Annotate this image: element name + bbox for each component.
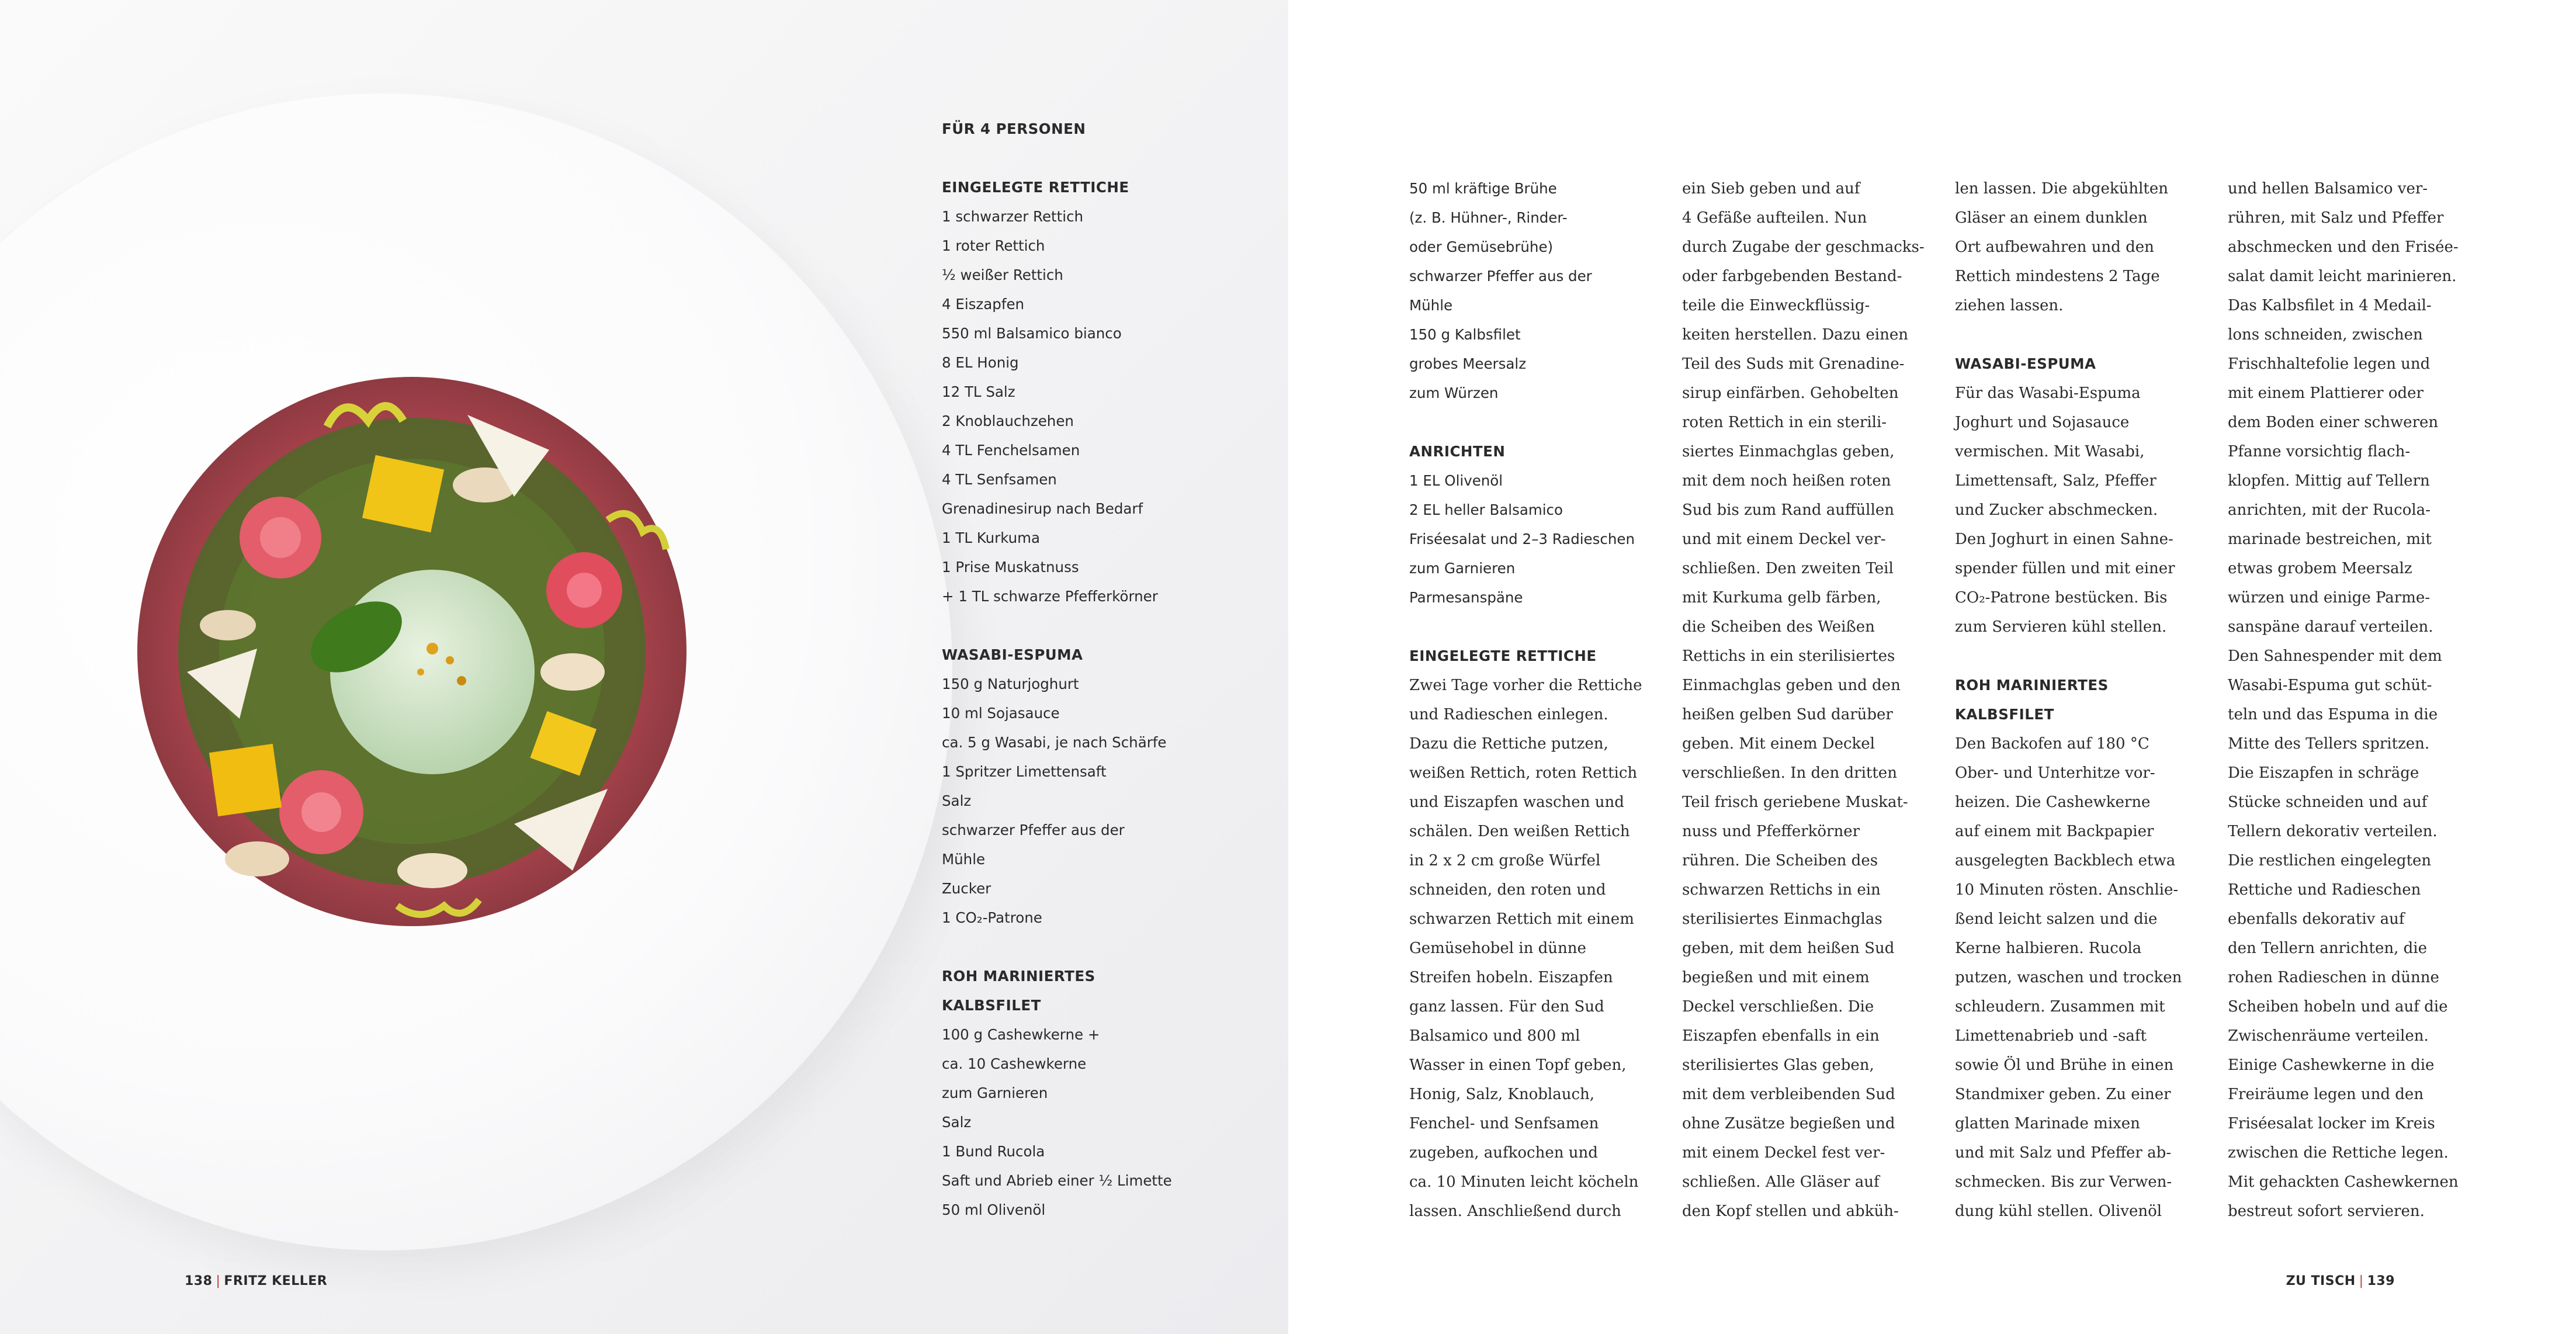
body-text-line: Pfanne vorsichtig flach- — [2228, 443, 2411, 460]
text-column-3 — [1955, 174, 2230, 1226]
body-text-line: etwas grobem Meersalz — [2228, 560, 2412, 577]
ingredient-item: 1 Bund Rucola — [942, 1143, 1045, 1160]
body-text-line: schließen. Alle Gläser auf — [1682, 1173, 1880, 1191]
page-number: 139 — [2367, 1274, 2395, 1288]
body-text-line: Limettensaft, Salz, Pfeffer — [1955, 472, 2157, 490]
body-text-line: rühren, mit Salz und Pfeffer — [2228, 209, 2444, 227]
ingredient-item: + 1 TL schwarze Pfefferkörner — [942, 588, 1158, 605]
ingredient-item: 1 Prise Muskatnuss — [942, 559, 1079, 576]
body-text-line: heißen gelben Sud darüber — [1682, 706, 1893, 723]
folio-left — [185, 1274, 327, 1288]
section-heading: ROH MARINIERTES — [942, 968, 1095, 985]
section-heading: KALBSFILET — [942, 997, 1041, 1014]
ingredient-item: Salz — [942, 1114, 972, 1131]
ingredient-item: (z. B. Hühner-, Rinder- — [1409, 209, 1568, 226]
ingredient-item: ½ weißer Rettich — [942, 266, 1063, 283]
body-text-line: ausgelegten Backblech etwa — [1955, 852, 2176, 869]
body-text-line: Die Eiszapfen in schräge — [2228, 764, 2419, 782]
page-number: 138 — [185, 1274, 213, 1288]
body-text-line: ca. 10 Minuten leicht köcheln — [1409, 1173, 1639, 1191]
text-column-1 — [1409, 174, 1684, 1226]
text-column-4 — [2228, 174, 2502, 1226]
body-text-line: Kerne halbieren. Rucola — [1955, 940, 2142, 957]
body-text-line: Eiszapfen ebenfalls in ein — [1682, 1027, 1880, 1045]
ingredient-item: zum Garnieren — [1409, 560, 1516, 577]
body-text-line: Zwischenräume verteilen. — [2228, 1027, 2429, 1045]
ingredient-item: 150 g Naturjoghurt — [942, 675, 1079, 692]
folio-separator: | — [2359, 1274, 2364, 1288]
body-text-line: lons schneiden, zwischen — [2228, 326, 2423, 344]
section-heading: ANRICHTEN — [1409, 443, 1506, 460]
ingredient-item: 4 TL Senfsamen — [942, 471, 1057, 488]
ingredient-item: 1 schwarzer Rettich — [942, 208, 1084, 225]
body-text-line: schälen. Den weißen Rettich — [1409, 823, 1630, 840]
body-text-line: sanspäne darauf verteilen. — [2228, 618, 2433, 636]
ingredient-item: 4 TL Fenchelsamen — [942, 442, 1080, 459]
body-text-line: ebenfalls dekorativ auf — [2228, 910, 2405, 928]
body-text-line: bestreut sofort servieren. — [2228, 1203, 2425, 1220]
body-text-line: begießen und mit einem — [1682, 969, 1870, 986]
folio-right — [2286, 1274, 2395, 1288]
body-text-line: anrichten, mit der Rucola- — [2228, 501, 2431, 519]
body-text-line: Tellern dekorativ verteilen. — [2228, 823, 2438, 840]
body-text-line: vermischen. Mit Wasabi, — [1955, 443, 2145, 460]
body-text-line: marinade bestreichen, mit — [2228, 531, 2432, 548]
body-text-line: mit einem Plattierer oder — [2228, 384, 2424, 402]
body-text-line: Ober- und Unterhitze vor- — [1955, 764, 2155, 782]
body-text-line: mit dem noch heißen roten — [1682, 472, 1891, 490]
body-text-line: klopfen. Mittig auf Tellern — [2228, 472, 2430, 490]
body-text-line: nuss und Pfefferkörner — [1682, 823, 1860, 840]
ingredient-item: oder Gemüsebrühe) — [1409, 238, 1554, 255]
body-text-line: Den Joghurt in einen Sahne- — [1955, 531, 2173, 548]
ingredient-item: 10 ml Sojasauce — [942, 705, 1060, 722]
ingredient-item: 12 TL Salz — [942, 383, 1015, 400]
body-text-line: spender füllen und mit einer — [1955, 560, 2175, 577]
body-text-line: keiten herstellen. Dazu einen — [1682, 326, 1908, 344]
body-text-line: ziehen lassen. — [1955, 297, 2064, 314]
body-text-line: ohne Zusätze begießen und — [1682, 1115, 1895, 1132]
body-text-line: rohen Radieschen in dünne — [2228, 969, 2439, 986]
body-text-line: Zwei Tage vorher die Rettiche — [1409, 677, 1642, 694]
body-text-line: mit dem verbleibenden Sud — [1682, 1086, 1895, 1103]
section-heading: EINGELEGTE RETTICHE — [942, 179, 1129, 196]
body-text-line: Rettichs in ein sterilisiertes — [1682, 647, 1895, 665]
section-heading: EINGELEGTE RETTICHE — [1409, 647, 1597, 664]
body-text-line: Ort aufbewahren und den — [1955, 238, 2154, 256]
body-text-line: 4 Gefäße aufteilen. Nun — [1682, 209, 1867, 227]
ingredient-item: 50 ml kräftige Brühe — [1409, 180, 1557, 197]
body-text-line: teln und das Espuma in die — [2228, 706, 2438, 723]
ingredient-item: 4 Eiszapfen — [942, 296, 1025, 313]
ingredient-item: ca. 10 Cashewkerne — [942, 1055, 1087, 1072]
body-text-line: rühren. Die Scheiben des — [1682, 852, 1878, 869]
body-text-line: Einige Cashewkerne in die — [2228, 1056, 2435, 1074]
body-text-line: Balsamico und 800 ml — [1409, 1027, 1580, 1045]
body-text-line: mit Kurkuma gelb färben, — [1682, 589, 1881, 607]
ingredient-item: Zucker — [942, 880, 991, 897]
body-text-line: ganz lassen. Für den Sud — [1409, 998, 1604, 1016]
body-text-line: Rettiche und Radieschen — [2228, 881, 2421, 899]
ingredient-item: Grenadinesirup nach Bedarf — [942, 500, 1143, 517]
body-text-line: und Zucker abschmecken. — [1955, 501, 2158, 519]
body-text-line: Mitte des Tellers spritzen. — [2228, 735, 2430, 753]
ingredient-item: 550 ml Balsamico bianco — [942, 325, 1122, 342]
body-text-line: Wasabi-Espuma gut schüt- — [2228, 677, 2432, 694]
body-text-line: würzen und einige Parme- — [2228, 589, 2431, 607]
body-text-line: Teil frisch geriebene Muskat- — [1682, 794, 1908, 811]
ingredient-item: schwarzer Pfeffer aus der — [942, 822, 1125, 838]
ingredient-item: Saft und Abrieb einer ½ Limette — [942, 1172, 1172, 1189]
body-text-line: Sud bis zum Rand auffüllen — [1682, 501, 1894, 519]
body-text-line: Streifen hobeln. Eiszapfen — [1409, 969, 1613, 986]
body-text-line: dung kühl stellen. Olivenöl — [1955, 1203, 2162, 1220]
body-text-line: Honig, Salz, Knoblauch, — [1409, 1086, 1595, 1103]
body-text-line: mit einem Deckel fest ver- — [1682, 1144, 1885, 1162]
body-text-line: ßend leicht salzen und die — [1955, 910, 2158, 928]
body-text-line: CO₂-Patrone bestücken. Bis — [1955, 589, 2168, 607]
ingredient-item: 1 CO₂-Patrone — [942, 909, 1042, 926]
body-text-line: und Eiszapfen waschen und — [1409, 794, 1624, 811]
body-text-line: roten Rettich in ein sterili- — [1682, 414, 1887, 431]
body-text-line: len lassen. Die abgekühlten — [1955, 180, 2169, 197]
body-text-line: Den Backofen auf 180 °C — [1955, 735, 2149, 753]
body-text-line: Limettenabrieb und -saft — [1955, 1027, 2147, 1045]
body-text-line: Friséesalat locker im Kreis — [2228, 1115, 2435, 1132]
body-text-line: die Scheiben des Weißen — [1682, 618, 1875, 636]
ingredient-item: 1 Spritzer Limettensaft — [942, 763, 1107, 780]
chapter-name: ZU TISCH — [2286, 1274, 2356, 1288]
body-text-line: Freiräume legen und den — [2228, 1086, 2424, 1103]
ingredient-item: 1 EL Olivenöl — [1409, 472, 1503, 489]
body-text-line: schneiden, den roten und — [1409, 881, 1606, 899]
body-text-line: Deckel verschließen. Die — [1682, 998, 1874, 1016]
body-text-line: Gemüsehobel in dünne — [1409, 940, 1586, 957]
body-text-line: ein Sieb geben und auf — [1682, 180, 1860, 197]
body-text-line: Teil des Suds mit Grenadine- — [1682, 355, 1905, 373]
right-page — [1288, 0, 2576, 1334]
body-text-line: Gläser an einem dunklen — [1955, 209, 2148, 227]
body-text-line: salat damit leicht marinieren. — [2228, 268, 2457, 285]
body-text-line: schwarzen Rettich mit einem — [1409, 910, 1634, 928]
body-text-line: putzen, waschen und trocken — [1955, 969, 2182, 986]
body-text-line: zugeben, aufkochen und — [1409, 1144, 1598, 1162]
body-text-line: siertes Einmachglas geben, — [1682, 443, 1895, 460]
body-text-line: geben. Mit einem Deckel — [1682, 735, 1875, 753]
body-text-line: geben, mit dem heißen Sud — [1682, 940, 1895, 957]
section-heading: KALBSFILET — [1955, 706, 2054, 723]
ingredient-item: zum Würzen — [1409, 384, 1499, 401]
body-text-line: glatten Marinade mixen — [1955, 1115, 2140, 1132]
body-text-line: sowie Öl und Brühe in einen — [1955, 1056, 2174, 1074]
body-text-line: Standmixer geben. Zu einer — [1955, 1086, 2171, 1103]
body-text-line: Für das Wasabi-Espuma — [1955, 384, 2141, 402]
body-text-line: und hellen Balsamico ver- — [2228, 180, 2428, 197]
ingredient-item: 2 Knoblauchzehen — [942, 413, 1074, 429]
ingredient-item: Salz — [942, 792, 972, 809]
servings-heading: FÜR 4 PERSONEN — [942, 120, 1086, 137]
body-text-line: lassen. Anschließend durch — [1409, 1203, 1621, 1220]
ingredient-item: 1 TL Kurkuma — [942, 529, 1041, 546]
body-text-line: schmecken. Bis zur Verwen- — [1955, 1173, 2172, 1191]
carpaccio-dish-image — [105, 345, 719, 958]
body-text-line: verschließen. In den dritten — [1682, 764, 1897, 782]
body-text-line: heizen. Die Cashewkerne — [1955, 794, 2151, 811]
body-text-line: Wasser in einen Topf geben, — [1409, 1056, 1627, 1074]
body-text-line: zum Servieren kühl stellen. — [1955, 618, 2167, 636]
author-name: FRITZ KELLER — [224, 1274, 328, 1288]
body-text-line: durch Zugabe der geschmacks- — [1682, 238, 1925, 256]
body-text-line: sirup einfärben. Gehobelten — [1682, 384, 1899, 402]
section-heading: WASABI-ESPUMA — [1955, 355, 2096, 372]
body-text-line: schwarzen Rettichs in ein — [1682, 881, 1881, 899]
body-text-line: schleudern. Zusammen mit — [1955, 998, 2165, 1016]
section-heading: ROH MARINIERTES — [1955, 677, 2109, 694]
ingredient-item: 8 EL Honig — [942, 354, 1019, 371]
body-text-line: den Tellern anrichten, die — [2228, 940, 2427, 957]
body-text-line: auf einem mit Backpapier — [1955, 823, 2154, 840]
ingredient-item: 50 ml Olivenöl — [942, 1201, 1046, 1218]
ingredient-item: grobes Meersalz — [1409, 355, 1527, 372]
ingredient-item: ca. 5 g Wasabi, je nach Schärfe — [942, 734, 1167, 751]
body-text-line: sterilisiertes Glas geben, — [1682, 1056, 1874, 1074]
body-text-line: Einmachglas geben und den — [1682, 677, 1901, 694]
section-heading: WASABI-ESPUMA — [942, 646, 1083, 663]
body-text-line: und mit einem Deckel ver- — [1682, 531, 1886, 548]
body-text-line: schließen. Den zweiten Teil — [1682, 560, 1894, 577]
body-text-line: und mit Salz und Pfeffer ab- — [1955, 1144, 2172, 1162]
ingredient-item: Friséesalat und 2–3 Radieschen — [1409, 531, 1635, 548]
body-text-line: Scheiben hobeln und auf die — [2228, 998, 2448, 1016]
body-text-line: Das Kalbsfilet in 4 Medail- — [2228, 297, 2432, 314]
ingredient-item: schwarzer Pfeffer aus der — [1409, 268, 1592, 285]
body-text-line: Dazu die Rettiche putzen, — [1409, 735, 1608, 753]
body-text-line: zwischen die Rettiche legen. — [2228, 1144, 2449, 1162]
ingredient-item: 150 g Kalbsfilet — [1409, 326, 1521, 343]
ingredient-item: zum Garnieren — [942, 1084, 1048, 1101]
body-text-line: dem Boden einer schweren — [2228, 414, 2439, 431]
body-text-line: und Radieschen einlegen. — [1409, 706, 1608, 723]
body-text-line: weißen Rettich, roten Rettich — [1409, 764, 1638, 782]
body-text-line: Joghurt und Sojasauce — [1955, 414, 2130, 431]
ingredient-item: Parmesanspäne — [1409, 589, 1523, 606]
ingredient-item: 2 EL heller Balsamico — [1409, 501, 1563, 518]
body-text-line: Mit gehackten Cashewkernen — [2228, 1173, 2459, 1191]
ingredient-item: 100 g Cashewkerne + — [942, 1026, 1100, 1043]
body-text-line: Fenchel- und Senfsamen — [1409, 1115, 1599, 1132]
ingredient-list — [942, 115, 1216, 1225]
body-text-line: sterilisiertes Einmachglas — [1682, 910, 1882, 928]
folio-separator: | — [216, 1274, 221, 1288]
body-text-line: 10 Minuten rösten. Anschlie- — [1955, 881, 2179, 899]
body-text-line: abschmecken und den Frisée- — [2228, 238, 2459, 256]
body-text-line: Die restlichen eingelegten — [2228, 852, 2432, 869]
body-text-line: Den Sahnespender mit dem — [2228, 647, 2442, 665]
text-column-2 — [1682, 174, 1957, 1226]
ingredient-item: 1 roter Rettich — [942, 237, 1045, 254]
body-text-line: Frischhaltefolie legen und — [2228, 355, 2431, 373]
ingredient-item: Mühle — [942, 851, 986, 868]
body-text-line: Stücke schneiden und auf — [2228, 794, 2428, 811]
body-text-line: Rettich mindestens 2 Tage — [1955, 268, 2160, 285]
body-text-line: oder farbgebenden Bestand- — [1682, 268, 1902, 285]
body-text-line: in 2 x 2 cm große Würfel — [1409, 852, 1601, 869]
ingredient-item: Mühle — [1409, 297, 1453, 314]
body-text-line: den Kopf stellen und abküh- — [1682, 1203, 1899, 1220]
body-text-line: teile die Einweckflüssig- — [1682, 297, 1870, 314]
